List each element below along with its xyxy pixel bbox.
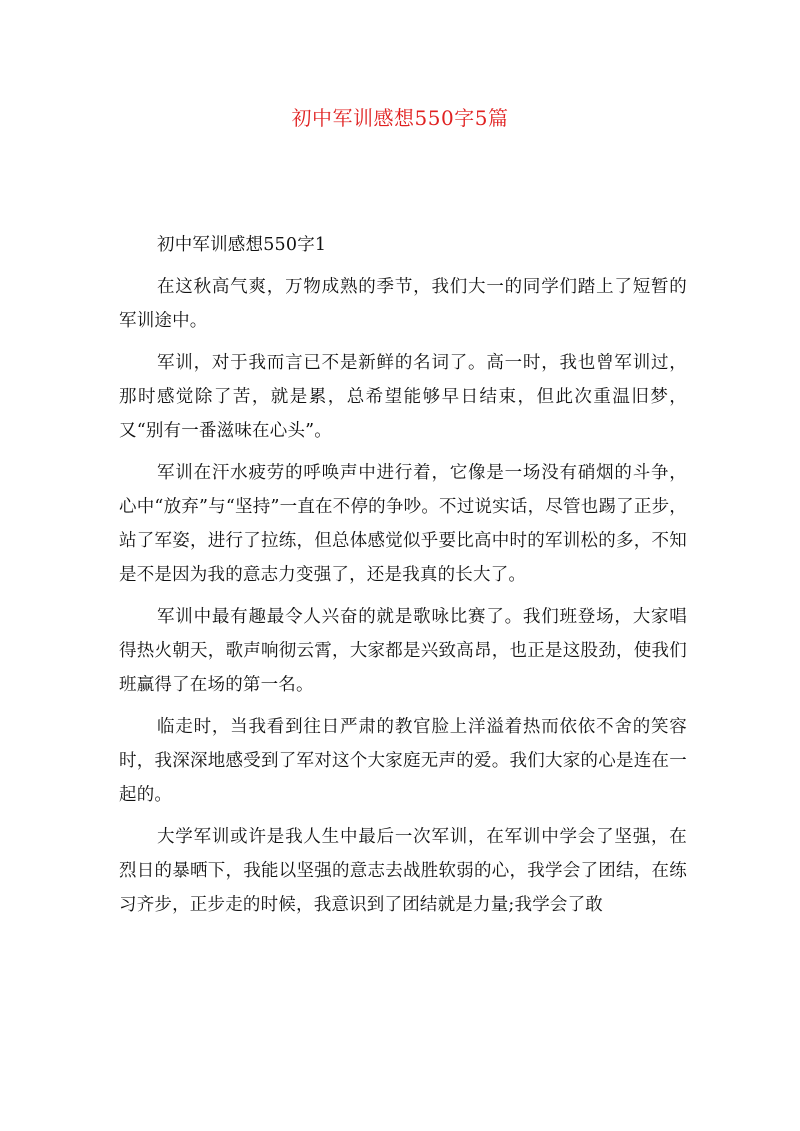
paragraph: 临走时，当我看到往日严肃的教官脸上洋溢着热而依依不舍的笑容时，我深深地感受到了军对这个大家庭无声的爱。我们大家的心是连在一起的。	[119, 717, 687, 805]
document-title: 初中军训感想550字5篇	[291, 106, 509, 130]
paragraph: 在这秋高气爽，万物成熟的季节，我们大一的同学们踏上了短暂的军训途中。	[119, 277, 687, 331]
paragraph: 军训，对于我而言已不是新鲜的名词了。高一时，我也曾军训过，那时感觉除了苦，就是累，总希望能够早日结束，但此次重温旧梦，又“别有一番滋味在心头”。	[119, 353, 687, 441]
paragraph: 大学军训或许是我人生中最后一次军训，在军训中学会了坚强，在烈日的暴晒下，我能以坚强的意志去战胜软弱的心，我学会了团结，在练习齐步，正步走的时候，我意识到了团结就是力量;我学会了敢	[119, 827, 687, 915]
section-heading: 初中军训感想550字1	[157, 235, 327, 255]
paragraph: 军训在汗水疲劳的呼唤声中进行着，它像是一场没有硝烟的斗争，心中“放弃”与“坚持”一直在不停的争吵。不过说实话，尽管也踢了正步，站了军姿，进行了拉练，但总体感觉似乎要比高中时的军训松的多，不知是不是因为我的意志力变强了，还是我真的长大了。	[119, 463, 687, 585]
paragraph: 军训中最有趣最令人兴奋的就是歌咏比赛了。我们班登场，大家唱得热火朝天，歌声响彻云霄，大家都是兴致高昂，也正是这股劲，使我们班赢得了在场的第一名。	[119, 607, 687, 695]
document-body	[119, 228, 687, 930]
